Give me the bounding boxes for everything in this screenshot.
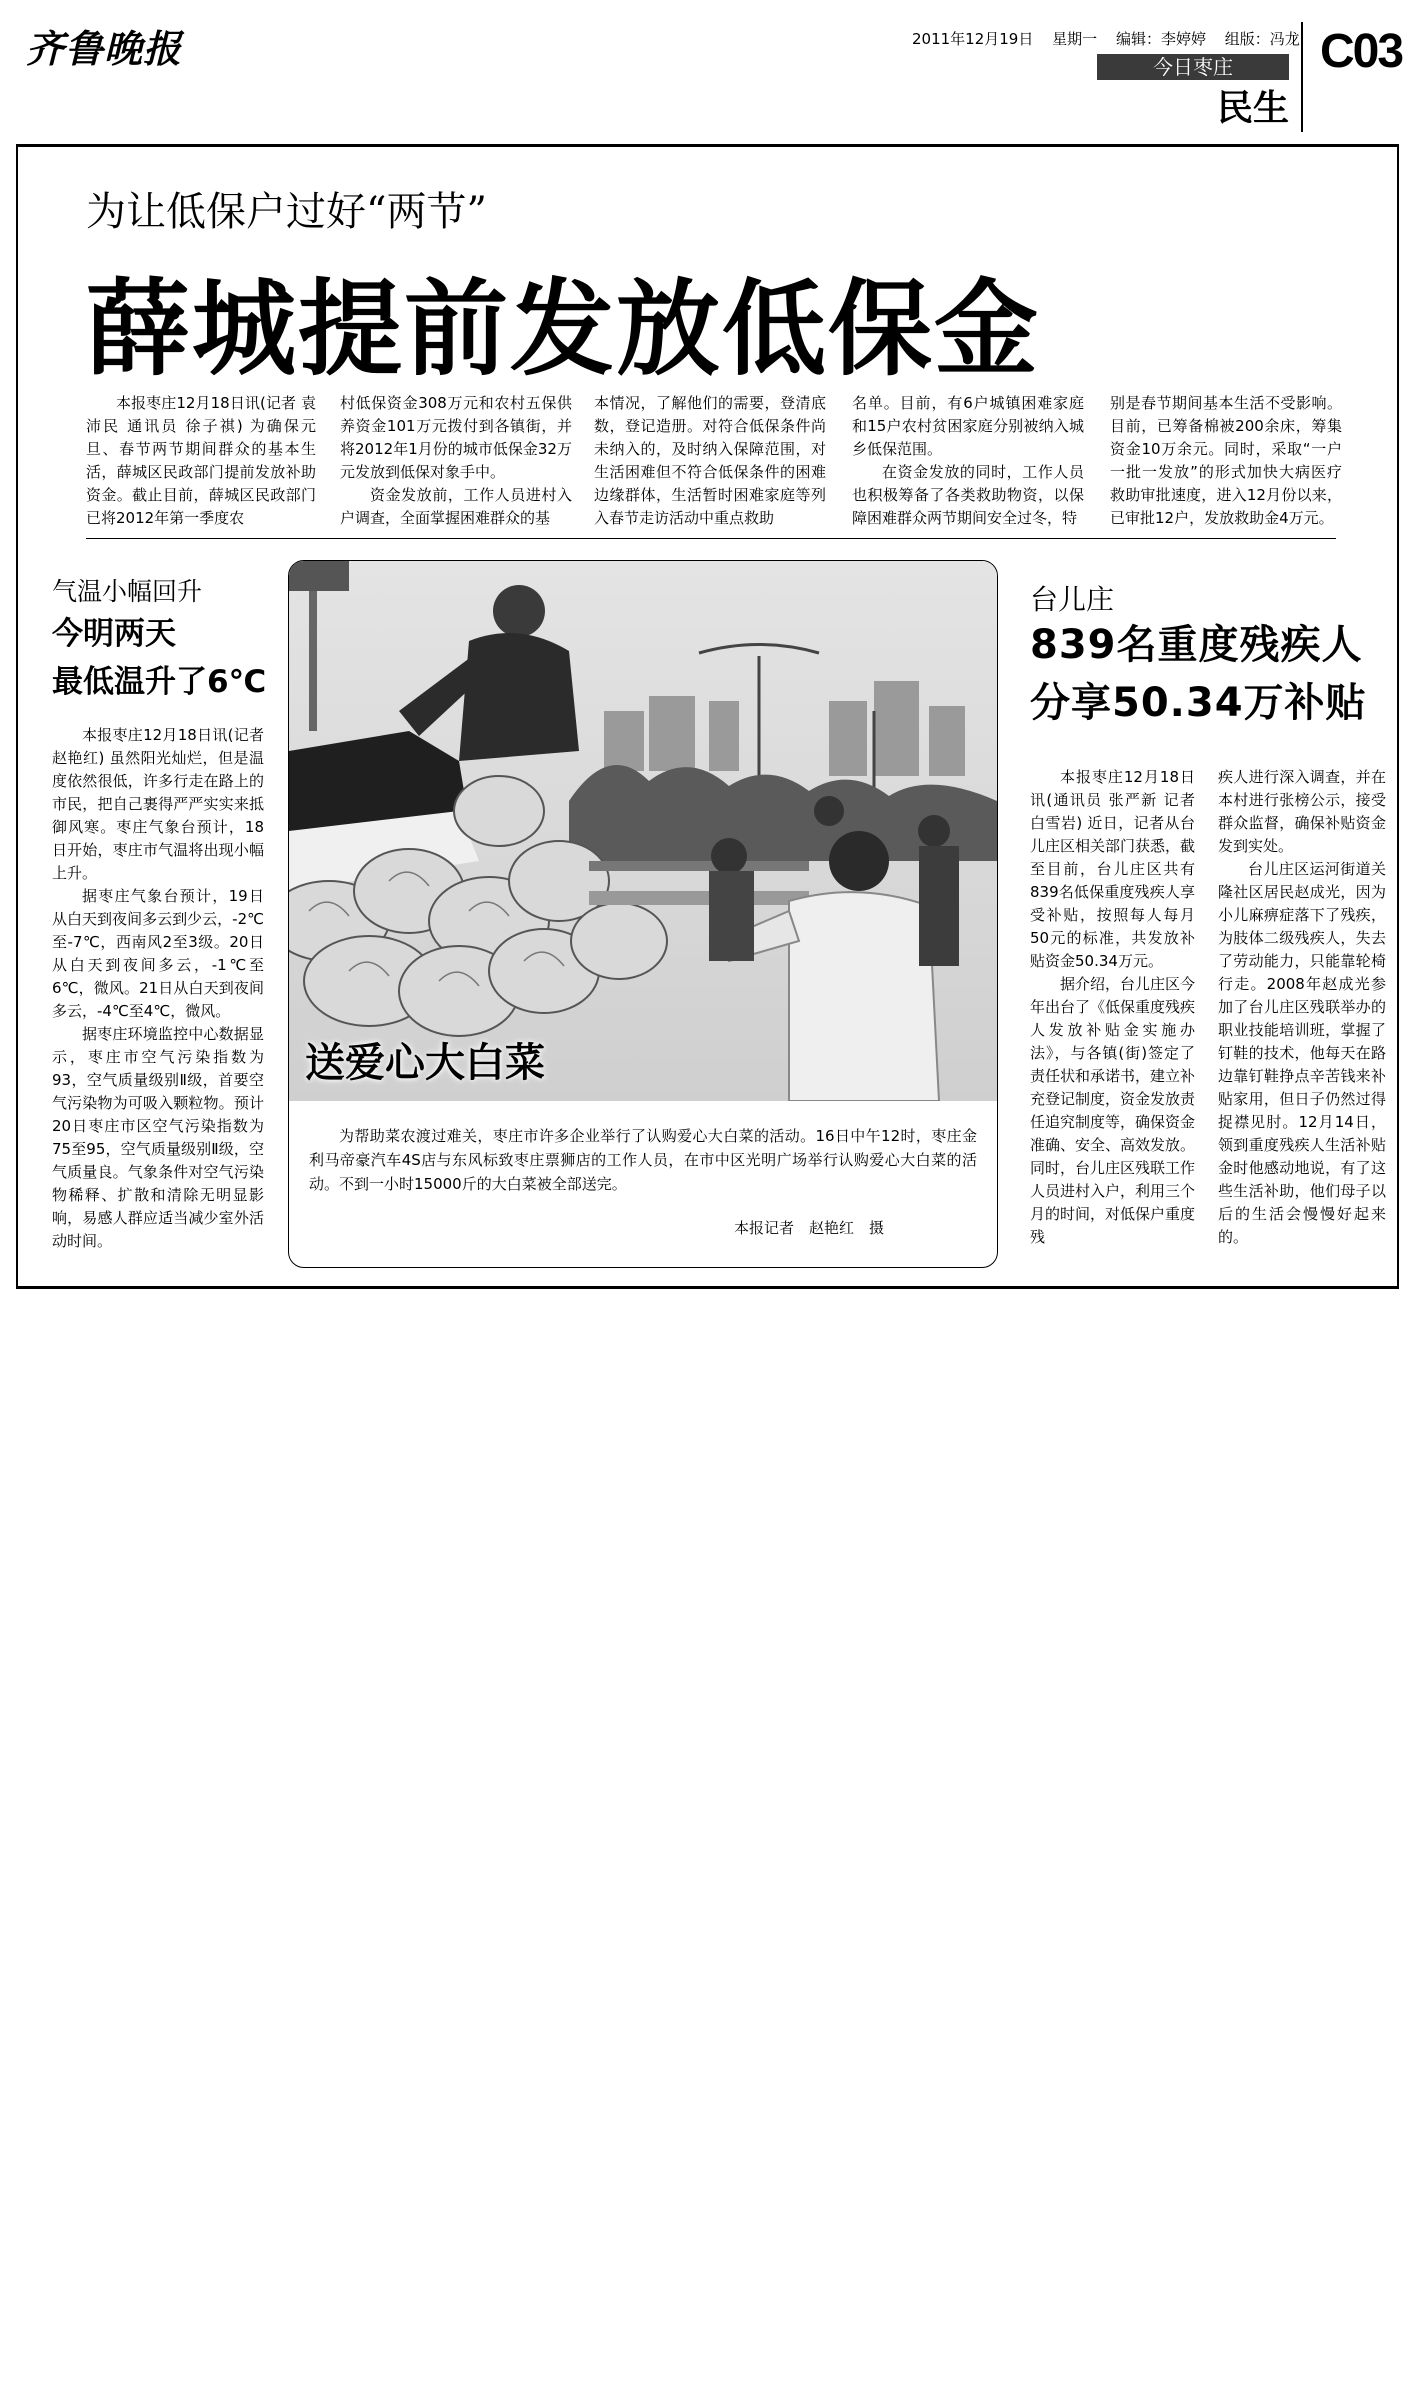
- section-bar: 今日枣庄: [1097, 54, 1289, 80]
- header-divider: [1301, 22, 1303, 132]
- photo-caption: [309, 1124, 977, 1196]
- disabled-headline-line1: 839名重度残疾人: [1030, 622, 1363, 668]
- weather-kicker: 气温小幅回升: [52, 577, 203, 606]
- lead-kicker: 为让低保户过好“两节”: [86, 189, 487, 235]
- issue-weekday: 星期一: [1052, 30, 1098, 48]
- disabled-col-2-p1: 疾人进行深入调查，并在本村进行张榜公示，接受群众监督，确保补贴资金发到实处。: [1218, 768, 1386, 855]
- lead-col-5: [1110, 392, 1342, 530]
- frame-bottom: [16, 1286, 1399, 1289]
- lead-col-4-text-a: 名单。目前，有6户城镇困难家庭和15户农村贫困家庭分别被纳入城乡低保范围。: [852, 394, 1084, 458]
- disabled-headline-line2: 分享50.34万补贴: [1030, 680, 1367, 726]
- lead-col-2-text-b: 资金发放前，工作人员进村入户调查，全面掌握困难群众的基: [340, 486, 572, 527]
- weather-paragraph-3: 据枣庄环境监控中心数据显示，枣庄市空气污染指数为93，空气质量级别Ⅱ级，首要空气污染物为可吸入颗粒物。预计20日枣庄市区空气污染指数为75至95，空气质量级别Ⅱ级，空气质量良。气象条件对空气污染物稀释、扩散和清除无明显影响，易感人群应适当减少室外活动时间。: [52, 1025, 264, 1250]
- photo-caption-text: 为帮助菜农渡过难关，枣庄市许多企业举行了认购爱心大白菜的活动。16日中午12时，枣庄金利马帝豪汽车4S店与东风标致枣庄票狮店的工作人员，在市中区光明广场举行认购爱心大白菜的活动。不到一小时15000斤的大白菜被全部送完。: [309, 1127, 977, 1193]
- issue-date: 2011年12月19日: [912, 30, 1034, 48]
- photo-feature: [288, 560, 998, 1268]
- disabled-headline: [1030, 616, 1367, 732]
- frame-left: [16, 144, 18, 1288]
- frame-top: [16, 144, 1399, 147]
- lead-col-4: [852, 392, 1084, 530]
- disabled-col-2-p2: 台儿庄区运河街道关隆社区居民赵成光，因为小儿麻痹症落下了残疾，为肢体二级残疾人，失去了劳动能力，只能靠轮椅行走。2008年赵成光参加了台儿庄区残联举办的职业技能培训班，掌握了钉鞋的技术，他每天在路边靠钉鞋挣点辛苦钱来补贴家用，但日子仍然过得捉襟见肘。12月14日，领到重度残疾人生活补贴金时他感动地说，有了这些生活补助，他们母子以后的生活会慢慢好起来的。: [1218, 860, 1386, 1246]
- lead-headline: 薛城提前发放低保金: [86, 268, 1041, 390]
- lead-col-2: [340, 392, 572, 530]
- weather-headline: [52, 610, 266, 706]
- lead-col-2-text-a: 村低保资金308万元和农村五保供养资金101万元拨付到各镇街，并将2012年1月份的城市低保金32万元发放到低保对象手中。: [340, 394, 572, 481]
- weather-headline-line1: 今明两天: [52, 616, 176, 652]
- lead-col-3: [594, 392, 826, 530]
- weather-body: [52, 724, 264, 1253]
- frame-right: [1397, 144, 1399, 1288]
- disabled-kicker: 台儿庄: [1030, 583, 1115, 616]
- photo-title: 送爱心大白菜: [305, 1040, 545, 1086]
- layout-credit: 组版：冯龙: [1224, 30, 1300, 48]
- lead-col-1: [86, 392, 316, 530]
- disabled-col-2: [1218, 766, 1386, 1249]
- section-divider: [86, 538, 1336, 539]
- disabled-col-1-p2: 据介绍，台儿庄区今年出台了《低保重度残疾人发放补贴金实施办法》，与各镇(街)签定了责任状和承诺书，建立补充登记制度，资金发放责任追究制度等，确保资金准确、安全、高效发放。同时，台儿庄区残联工作人员进村入户，利用三个月的时间，对低保户重度残: [1030, 975, 1196, 1246]
- lead-col-4-text-b: 在资金发放的同时，工作人员也积极筹备了各类救助物资，以保障困难群众两节期间安全过冬，特: [852, 463, 1084, 527]
- cabbage-photo: [289, 561, 997, 1101]
- photo-credit: 本报记者 赵艳红 摄: [734, 1219, 885, 1237]
- header-meta: [912, 28, 1314, 49]
- editor-credit: 编辑：李婷婷: [1115, 30, 1206, 48]
- disabled-col-1: [1030, 766, 1195, 1249]
- page-number: C03: [1320, 25, 1403, 78]
- weather-paragraph-2: 据枣庄气象台预计，19日从白天到夜间多云到少云，-2℃至-7℃，西南风2至3级。20日从白天到夜间多云，-1℃至6℃，微风。21日从白天到夜间多云，-4℃至4℃，微风。: [52, 887, 264, 1020]
- disabled-col-1-p1: 本报枣庄12月18日讯(通讯员 张严新 记者 白雪岩) 近日，记者从台儿庄区相关部门获悉，截至目前，台儿庄区共有839名低保重度残疾人享受补贴，按照每人每月50元的标准，共发放补贴资金50.34万元。: [1030, 768, 1196, 970]
- weather-paragraph-1: 本报枣庄12月18日讯(记者 赵艳红) 虽然阳光灿烂，但是温度依然很低，许多行走在路上的市民，把自己裹得严严实实来抵御风寒。枣庄气象台预计，18日开始，枣庄市气温将出现小幅上升。: [52, 726, 264, 882]
- newspaper-logo: 齐鲁晚报: [26, 26, 183, 71]
- lead-col-1-text: 本报枣庄12月18日讯(记者 袁沛民 通讯员 徐子祺) 为确保元旦、春节两节期间群众的基本生活，薛城区民政部门提前发放补助资金。截止目前，薛城区民政部门已将2012年第一季度农: [86, 394, 316, 527]
- lead-col-5-text: 别是春节期间基本生活不受影响。目前，已筹备棉被200余床，筹集资金10万余元。同时，采取“一户一批一发放”的形式加快大病医疗救助审批速度，进入12月份以来，已审批12户，发放救助金4万元。: [1110, 394, 1342, 527]
- section-name: 民生: [1216, 88, 1289, 129]
- lead-col-3-text: 本情况，了解他们的需要，登清底数，登记造册。对符合低保条件尚未纳入的，及时纳入保障范围，对生活困难但不符合低保条件的困难边缘群体，生活暂时困难家庭等列入春节走访活动中重点救助: [594, 394, 826, 527]
- weather-headline-line2: 最低温升了6℃: [52, 664, 267, 700]
